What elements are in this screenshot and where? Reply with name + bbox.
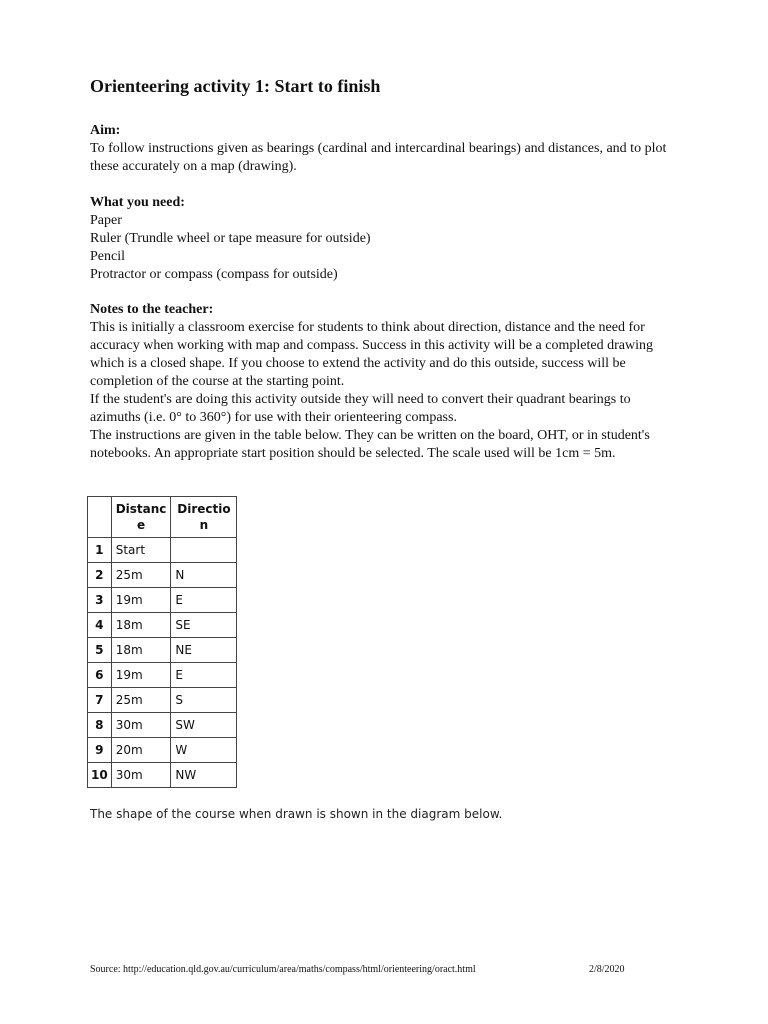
table-row [88, 738, 237, 763]
materials-heading: What you need: [90, 195, 185, 210]
teacher-notes-heading: Notes to the teacher: [90, 302, 214, 317]
teacher-notes-paragraph: This is initially a classroom exercise for students to think about direction, distance and the need for accuracy when working with map and compass. Success in this activity will be a completed drawing which is a closed shape. If you choose to extend the activity and do this outside, success will be completion of the course at the starting point. [90, 320, 653, 389]
row-number: 2 [88, 563, 112, 588]
row-distance: 20m [111, 738, 171, 763]
row-direction: N [171, 563, 237, 588]
row-distance: 18m [111, 613, 171, 638]
row-number: 8 [88, 713, 112, 738]
table-row [88, 663, 237, 688]
table-row [88, 613, 237, 638]
aim-text: To follow instructions given as bearings (cardinal and intercardinal bearings) and distances, and to plot these accurately on a map (drawing). [90, 141, 667, 174]
table-row [88, 638, 237, 663]
table-header-direction-label: Directio n [177, 502, 231, 532]
aim-section [90, 122, 680, 176]
row-number: 10 [88, 763, 112, 788]
row-number: 5 [88, 638, 112, 663]
diagram-caption: The shape of the course when drawn is shown in the diagram below. [90, 807, 503, 821]
row-number: 7 [88, 688, 112, 713]
row-distance: 25m [111, 688, 171, 713]
materials-item: Protractor or compass (compass for outside) [90, 267, 338, 282]
row-distance: 19m [111, 663, 171, 688]
table-header-distance [111, 497, 171, 538]
table-row [88, 563, 237, 588]
row-direction: SE [171, 613, 237, 638]
materials-item: Ruler (Trundle wheel or tape measure for outside) [90, 231, 371, 246]
row-distance: 18m [111, 638, 171, 663]
teacher-notes-paragraph: If the student's are doing this activity outside they will need to convert their quadrant bearings to azimuths (i.e. 0° to 360°) for use with their orienteering compass. [90, 392, 631, 425]
row-direction: E [171, 663, 237, 688]
row-direction: S [171, 688, 237, 713]
row-direction: W [171, 738, 237, 763]
row-direction: NE [171, 638, 237, 663]
table-header-row [88, 497, 237, 538]
source-footer: Source: http://education.qld.gov.au/curriculum/area/maths/compass/html/orienteering/oract.html [90, 964, 476, 975]
materials-section [90, 194, 680, 284]
row-number: 3 [88, 588, 112, 613]
row-number: 9 [88, 738, 112, 763]
table-header-number [88, 497, 112, 538]
row-distance: 30m [111, 763, 171, 788]
table-header-distance-label: Distanc e [115, 502, 167, 532]
row-distance: Start [111, 538, 171, 563]
table-row [88, 713, 237, 738]
teacher-notes-section [90, 301, 680, 463]
aim-heading: Aim: [90, 123, 121, 138]
course-table [87, 496, 237, 788]
row-number: 4 [88, 613, 112, 638]
row-number: 1 [88, 538, 112, 563]
date-footer: 2/8/2020 [589, 964, 625, 975]
page-title: Orienteering activity 1: Start to finish [90, 76, 381, 96]
row-distance: 30m [111, 713, 171, 738]
row-distance: 25m [111, 563, 171, 588]
row-direction: SW [171, 713, 237, 738]
row-direction [171, 538, 237, 563]
teacher-notes-paragraph: The instructions are given in the table below. They can be written on the board, OHT, or in student's notebooks. An appropriate start position should be selected. The scale used will be 1cm = 5m. [90, 428, 650, 461]
table-header-direction [171, 497, 237, 538]
table-row [88, 688, 237, 713]
table-row [88, 763, 237, 788]
row-direction: NW [171, 763, 237, 788]
row-distance: 19m [111, 588, 171, 613]
row-number: 6 [88, 663, 112, 688]
table-row [88, 588, 237, 613]
materials-item: Paper [90, 213, 122, 228]
row-direction: E [171, 588, 237, 613]
table-row [88, 538, 237, 563]
materials-item: Pencil [90, 249, 125, 264]
